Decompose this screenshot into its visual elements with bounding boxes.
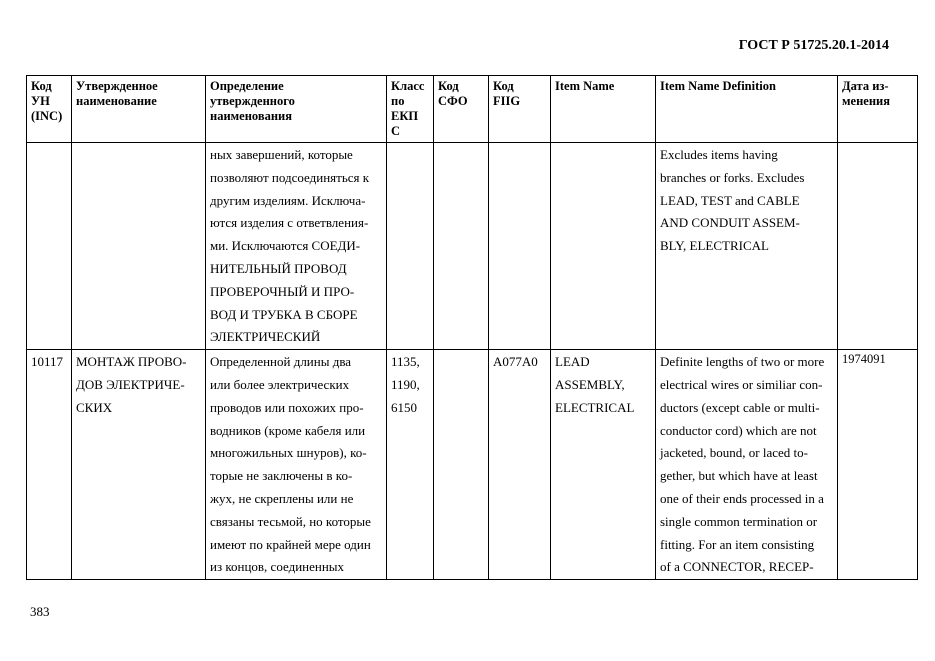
cell-change-date: 1974091 bbox=[838, 350, 918, 580]
cell-change-date bbox=[838, 143, 918, 350]
cell-sfo bbox=[434, 350, 489, 580]
col-header-sfo: Код СФО bbox=[434, 76, 489, 143]
cell-definition: ных завершений, которые позволяют подсоединяться к другим изделиям. Исключа- ются изделия с ответвления- ми. Исключаются СОЕДИ- НИТЕЛЬНЫЙ ПРОВОД ПРОВЕРОЧНЫЙ И ПРО- ВОД И ТРУБКА В СБОРЕ ЭЛЕКТРИЧЕСКИЙ bbox=[206, 143, 387, 350]
col-header-change-date: Дата из- менения bbox=[838, 76, 918, 143]
col-header-class: Класс по ЕКП С bbox=[387, 76, 434, 143]
col-header-item-name: Item Name bbox=[551, 76, 656, 143]
cell-approved-name bbox=[72, 143, 206, 350]
document-code: ГОСТ Р 51725.20.1-2014 bbox=[738, 38, 889, 53]
table-row-continuation bbox=[27, 143, 918, 350]
col-header-approved-name: Утвержденное наименование bbox=[72, 76, 206, 143]
cell-sfo bbox=[434, 143, 489, 350]
cell-class: 1135, 1190, 6150 bbox=[387, 350, 434, 580]
cell-inc bbox=[27, 143, 72, 350]
page-number: 383 bbox=[30, 604, 50, 619]
cell-item-name bbox=[551, 143, 656, 350]
cell-inc: 10117 bbox=[27, 350, 72, 580]
cell-item-name-definition: Excludes items having branches or forks. Excludes LEAD, TEST and CABLE AND CONDUIT ASSEM- BLY, ELECTRICAL bbox=[656, 143, 838, 350]
cell-class bbox=[387, 143, 434, 350]
cell-item-name: LEAD ASSEMBLY, ELECTRICAL bbox=[551, 350, 656, 580]
cell-item-name-definition: Definite lengths of two or more electrical wires or similiar con- ductors (except cable or multi- conductor cord) which are not jacketed, bound, or laced to- gether, but which have at least one of their ends processed in a single common termination or fitting. For an item consisting of a CONNECTOR, RECEP- bbox=[656, 350, 838, 580]
col-header-inc: Код УН (INC) bbox=[27, 76, 72, 143]
header-row bbox=[27, 76, 918, 143]
cell-fiig bbox=[489, 143, 551, 350]
catalog-table bbox=[26, 75, 918, 580]
col-header-fiig: Код FIIG bbox=[489, 76, 551, 143]
table-row-10117 bbox=[27, 350, 918, 580]
cell-fiig: A077A0 bbox=[489, 350, 551, 580]
cell-definition: Определенной длины два или более электрических проводов или похожих про- водников (кроме кабеля или многожильных шнуров), ко- торые не заключены в ко- жух, не скреплены или не связаны тесьмой, но которые имеют по крайней мере один из концов, соединенных bbox=[206, 350, 387, 580]
col-header-definition: Определение утвержденного наименования bbox=[206, 76, 387, 143]
col-header-item-name-definition: Item Name Definition bbox=[656, 76, 838, 143]
cell-approved-name: МОНТАЖ ПРОВО- ДОВ ЭЛЕКТРИЧЕ- СКИХ bbox=[72, 350, 206, 580]
